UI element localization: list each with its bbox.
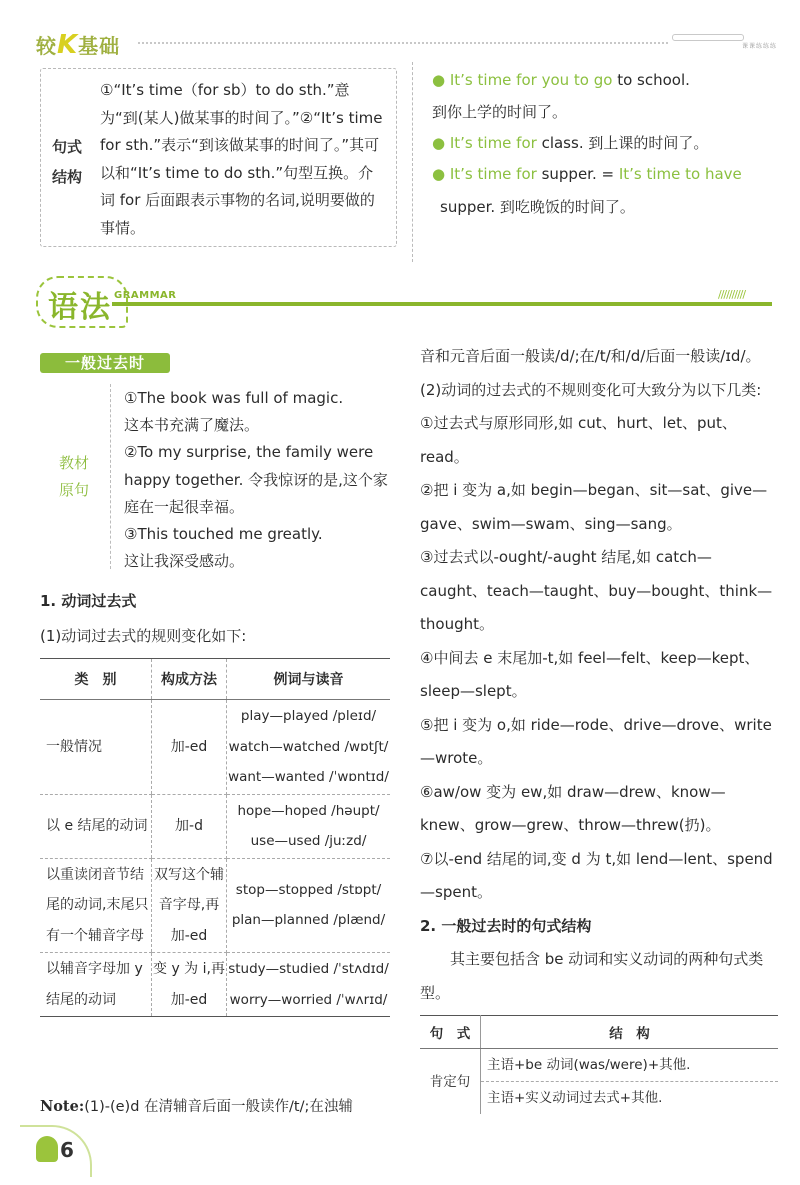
table-row: [40, 794, 390, 858]
table-row: [40, 700, 390, 795]
grammar-rule: [112, 302, 772, 306]
textbook-label-line-2: 原句: [58, 481, 89, 499]
textbook-sentences: ①The book was full of magic. 这本书充满了魔法。 ②To my surprise, the family were happy together. 令我惊讶的是,这个家庭在一起很幸福。 ③This touched me greatly. 这让我深受感动。: [124, 389, 388, 571]
table-header: 结 构: [481, 1016, 779, 1049]
table-cell: 变 y 为 i,再加-ed: [152, 953, 227, 1017]
table-cell: 以辅音字母加 y 结尾的动词: [40, 953, 152, 1017]
example-word: study—studied /ˈstʌdɪd/: [228, 961, 389, 977]
table-header: 句 式: [420, 1016, 481, 1049]
example-3: ● It’s time for supper. = It’s time to have: [432, 165, 742, 183]
table-cell: 主语+be 动词(was/were)+其他.: [481, 1049, 779, 1082]
example-word: hope—hoped /həupt/: [237, 802, 380, 819]
example-2: ● It’s time for class. 到上课的时间了。: [432, 134, 709, 152]
label-line-2: 结构: [52, 168, 83, 186]
header-right-ornament: [672, 34, 790, 48]
table-cell: 以 e 结尾的动词: [40, 794, 152, 858]
logo-suffix: 基础: [78, 34, 121, 58]
grammar-slashes: //////////: [718, 288, 746, 301]
column-divider: [412, 62, 413, 262]
paragraph: ③过去式以-ought/-aught 结尾,如 catch—caught、teach—taught、buy—bought、think—thought。: [420, 548, 773, 633]
balloon-icon: [36, 1136, 58, 1162]
header-bar: [672, 34, 744, 41]
sentence-structure-label: [52, 132, 88, 192]
table-row: [420, 1049, 778, 1082]
textbook-divider: [110, 384, 111, 569]
textbook-label: [54, 450, 94, 504]
sentence-structure-text: ①“It’s time（for sb）to do sth.”意为“到(某人)做某事的时间了。”②“It’s time for sth.”表示“到该做某事的时间了。”其可以和“It’s time to do sth.”句型互换。介词 for 后面跟表示事物的名词,说明要做的事情。: [100, 81, 383, 237]
example-word: want—wanted /ˈwɒntɪd/: [228, 769, 389, 785]
paragraph: 其主要包括含 be 动词和实义动词的两种句式类型。: [420, 950, 764, 1002]
note-text: (1)-(e)d 在清辅音后面一般读作/t/;在浊辅: [84, 1099, 353, 1115]
note-label: Note:: [40, 1098, 85, 1115]
example-2-highlight: It’s time for: [449, 134, 537, 152]
table-header: 构成方法: [152, 659, 227, 700]
grammar-title: 语法: [48, 290, 112, 325]
logo-k: K: [57, 30, 79, 60]
section-tag: 一般过去时: [40, 353, 170, 373]
example-word: worry—worried /ˈwʌrɪd/: [229, 991, 388, 1008]
regular-past-tense-table: [40, 658, 390, 1017]
table-header: 类 别: [40, 659, 152, 700]
paragraph: ⑦以-end 结尾的词,变 d 为 t,如 lend—lent、spend—spent。: [420, 849, 773, 901]
page-number: 6: [60, 1138, 74, 1162]
table-cell: [227, 794, 391, 858]
table-header-row: [420, 1016, 778, 1049]
example-1-highlight: It’s time for you to go: [449, 71, 613, 89]
table-cell: 双写这个辅音字母,再加-ed: [152, 858, 227, 953]
table-header-row: [40, 659, 390, 700]
section-1-subtitle: (1)动词过去式的规则变化如下:: [40, 627, 247, 645]
paragraph: ⑤把 i 变为 o,如 ride—rode、drive—drove、write—wrote。: [420, 715, 772, 767]
table-header: 例词与读音: [227, 659, 391, 700]
example-word: stop—stopped /stɒpt/: [235, 881, 382, 898]
example-word: use—used /juːzd/: [250, 833, 367, 849]
logo-prefix: 较: [36, 34, 57, 58]
textbook-label-line-1: 教材: [58, 454, 89, 472]
example-word: plan—planned /plænd/: [231, 912, 386, 929]
example-3-highlight: It’s time for: [449, 165, 537, 183]
table-cell: 加-ed: [152, 700, 227, 795]
example-3-highlight-2: It’s time to have: [618, 165, 742, 183]
note: [40, 1094, 400, 1120]
example-1-translation: 到你上学的时间了。: [432, 103, 568, 121]
table-cell: [227, 953, 391, 1017]
grammar-en-label: GRAMMAR: [114, 290, 177, 301]
paragraph: ①过去式与原形同形,如 cut、hurt、let、put、read。: [420, 414, 737, 466]
example-1: ● It’s time for you to go to school.: [432, 71, 690, 89]
section-1-title: 1. 动词过去式: [40, 592, 137, 610]
example-3-text: supper. =: [536, 165, 619, 183]
table-cell: 以重读闭音节结尾的动词,末尾只有一个辅音字母: [40, 858, 152, 953]
sentence-structure-table: [420, 1015, 778, 1114]
paragraph: 音和元音后面一般读/d/;在/t/和/d/后面一般读/ɪd/。: [420, 347, 761, 365]
label-line-1: 句式: [52, 138, 83, 156]
table-cell: 一般情况: [40, 700, 152, 795]
section-2-title: 2. 一般过去时的句式结构: [420, 916, 592, 935]
paragraph: ⑥aw/ow 变为 ew,如 draw—drew、know—knew、grow—grew、throw—threw(扔)。: [420, 782, 726, 834]
header-dotted-rule: [138, 42, 668, 44]
table-cell: 主语+实义动词过去式+其他.: [487, 1090, 663, 1106]
example-word: play—played /pleɪd/: [240, 708, 377, 724]
table-row: [40, 858, 390, 953]
header-logo: [36, 30, 120, 60]
example-word: watch—watched /wɒtʃt/: [228, 738, 389, 755]
table-row: [40, 953, 390, 1017]
header-right-text: 课课练练练: [742, 43, 778, 50]
table-cell: 肯定句: [420, 1049, 481, 1115]
paragraph: ④中间去 e 末尾加-t,如 feel—felt、keep—kept、sleep—slept。: [420, 648, 760, 700]
table-cell: 加-d: [152, 794, 227, 858]
table-cell: [227, 700, 391, 795]
paragraph: ②把 i 变为 a,如 begin—began、sit—sat、give—gave、swim—swam、sing—sang。: [420, 481, 768, 533]
paragraph: (2)动词的过去式的不规则变化可大致分为以下几类:: [420, 380, 762, 399]
example-2-text: class. 到上课的时间了。: [536, 134, 709, 152]
table-cell: [227, 858, 391, 953]
example-1-text: to school.: [612, 71, 690, 89]
example-3-translation: supper. 到吃晚饭的时间了。: [440, 198, 635, 216]
right-column: [420, 340, 778, 1010]
